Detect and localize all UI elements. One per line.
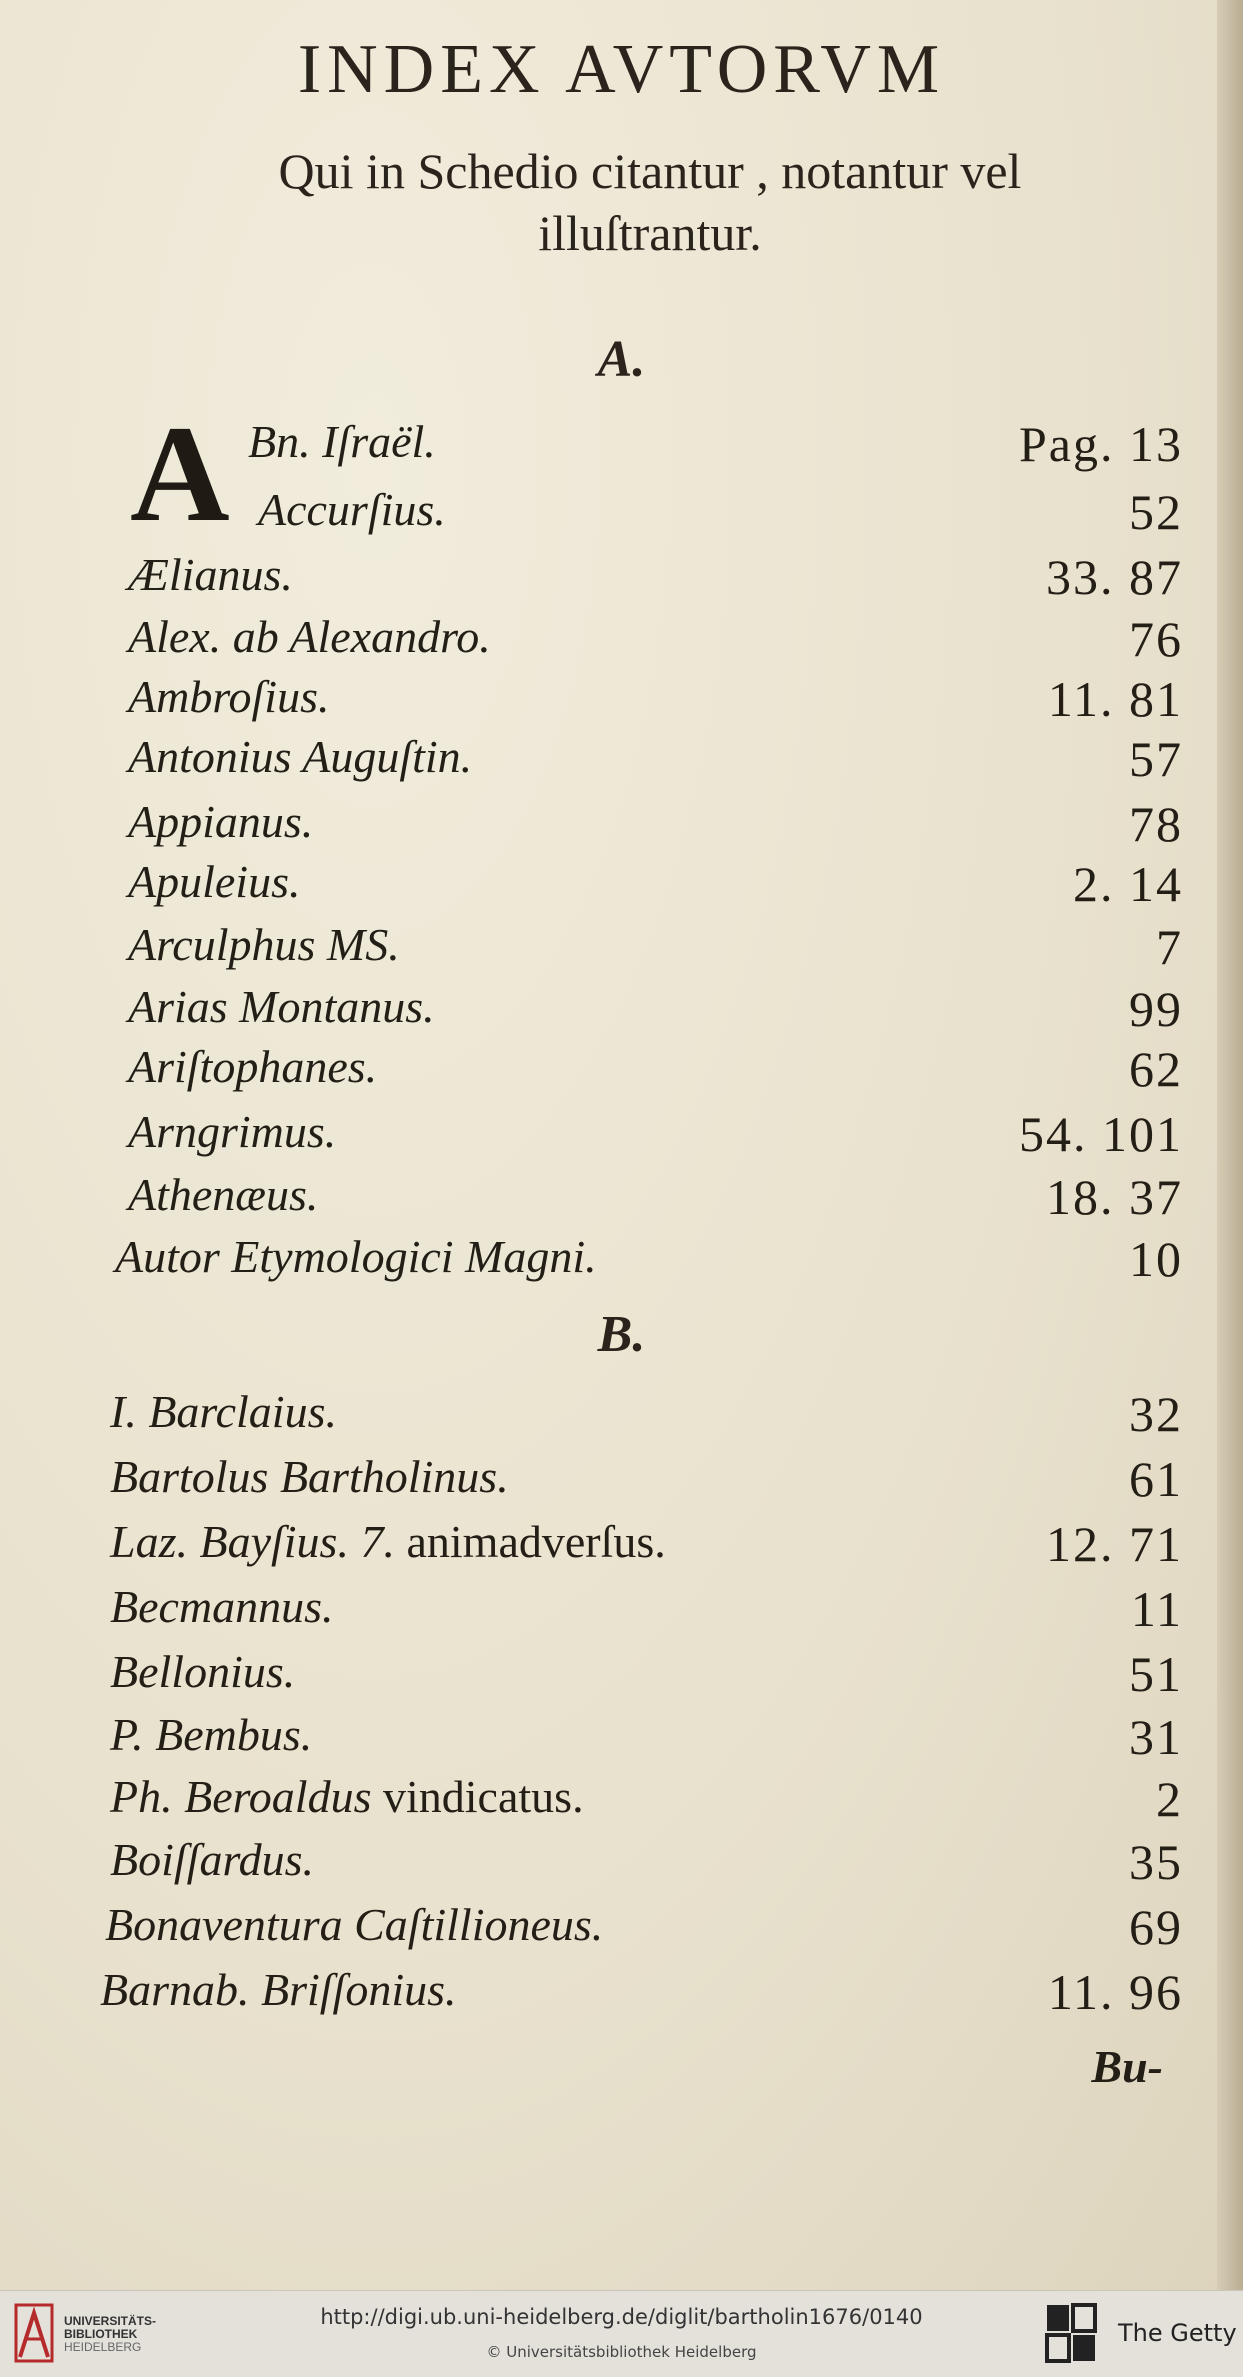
index-entry xyxy=(0,730,1243,790)
index-entry xyxy=(0,795,1243,855)
entry-name: P. Bembus. xyxy=(110,1709,313,1760)
entry-name: Bartolus Bartholinus. xyxy=(110,1451,509,1502)
entry-name: Arias Montanus. xyxy=(128,981,435,1032)
entry-name xyxy=(110,1770,584,1823)
viewer-footer xyxy=(0,2290,1243,2377)
index-entry xyxy=(0,1645,1243,1705)
entry-name: Arngrimus. xyxy=(128,1106,337,1157)
entry-page: 76 xyxy=(1129,611,1183,667)
index-entry xyxy=(0,1963,1243,2023)
entry-page: 69 xyxy=(1129,1899,1183,1955)
index-entry xyxy=(0,670,1243,730)
section-letter-b: B. xyxy=(597,1306,646,1363)
entry-name: Athenæus. xyxy=(128,1169,319,1220)
entry-name: Ambroſius. xyxy=(128,671,330,722)
entry-name: Becmannus. xyxy=(110,1581,334,1632)
index-entry xyxy=(0,855,1243,915)
index-entry xyxy=(0,1580,1243,1640)
subtitle-line-1: Qui in Schedio citantur , notantur vel xyxy=(278,143,1022,199)
library-name-line-3: HEIDELBERG xyxy=(64,2340,142,2354)
entry-page: 2 xyxy=(1156,1771,1183,1827)
entry-page: 18. 37 xyxy=(1046,1169,1183,1225)
entry-page: 78 xyxy=(1129,796,1183,852)
entry-page: 99 xyxy=(1129,981,1183,1037)
subtitle-line-2: illuſtrantur. xyxy=(538,205,762,261)
entry-name: Ælianus. xyxy=(128,549,293,600)
entry-name: Antonius Auguſtin. xyxy=(128,731,473,782)
entry-page: 57 xyxy=(1129,731,1183,787)
entry-page: 11. 81 xyxy=(1047,671,1183,727)
entry-name: I. Barclaius. xyxy=(110,1386,337,1437)
entry-name: Boiſſardus. xyxy=(110,1834,315,1885)
entry-name: Bonaventura Caſtillioneus. xyxy=(105,1899,604,1950)
entry-name xyxy=(110,1515,666,1568)
entry-page: 12. 71 xyxy=(1046,1516,1183,1572)
entry-page: 62 xyxy=(1129,1041,1183,1097)
entry-page: 61 xyxy=(1129,1451,1183,1507)
index-entry xyxy=(0,980,1243,1040)
entry-page: 54. 101 xyxy=(1019,1106,1183,1162)
index-entry xyxy=(0,1898,1243,1958)
drop-cap-letter: A xyxy=(130,397,230,550)
entry-page: 33. 87 xyxy=(1046,549,1183,605)
index-entry xyxy=(0,1385,1243,1445)
entry-name: Barnab. Briſſonius. xyxy=(100,1964,457,2015)
entry-page: Pag. 13 xyxy=(1019,416,1183,472)
copyright-notice: © Universitätsbibliothek Heidelberg xyxy=(486,2343,757,2361)
entry-name: Apuleius. xyxy=(128,856,301,907)
index-entry xyxy=(0,1450,1243,1510)
entry-name-italic: Ph. Beroaldus xyxy=(110,1771,372,1822)
index-entry xyxy=(0,1833,1243,1893)
index-entry xyxy=(0,1040,1243,1100)
page-subtitle xyxy=(150,140,1150,264)
entry-name-roman: animadverſus. xyxy=(394,1516,666,1567)
index-entry xyxy=(0,1168,1243,1228)
entry-page: 35 xyxy=(1129,1834,1183,1890)
library-name-line-1: UNIVERSITÄTS- xyxy=(64,2314,157,2328)
entry-name: Arculphus MS. xyxy=(128,919,400,970)
entry-name: Autor Etymologici Magni. xyxy=(115,1231,597,1282)
entry-name: Accurſius. xyxy=(258,484,446,535)
entry-name-roman: vindicatus. xyxy=(371,1771,584,1822)
index-entry xyxy=(0,483,1243,543)
index-entry xyxy=(0,1770,1243,1830)
index-entry xyxy=(0,1105,1243,1165)
index-entry xyxy=(0,415,1243,475)
entry-page: 7 xyxy=(1156,919,1183,975)
index-entry xyxy=(0,1230,1243,1290)
page-title: INDEX AVTORVM xyxy=(297,31,946,108)
entry-name: Ariſtophanes. xyxy=(128,1041,378,1092)
entry-page: 11. 96 xyxy=(1047,1964,1183,2020)
entry-page: 10 xyxy=(1129,1231,1183,1287)
index-entry xyxy=(0,918,1243,978)
entry-name: Bellonius. xyxy=(110,1646,296,1697)
entry-page: 31 xyxy=(1129,1709,1183,1765)
library-name-line-2: BIBLIOTHEK xyxy=(64,2327,138,2341)
index-entry xyxy=(0,548,1243,608)
index-entry xyxy=(0,610,1243,670)
entry-page: 32 xyxy=(1129,1386,1183,1442)
entry-page: 11 xyxy=(1130,1581,1183,1637)
index-entry xyxy=(0,1708,1243,1768)
section-letter-a: A. xyxy=(597,331,646,388)
entry-name-italic: Laz. Bayſius. 7. xyxy=(110,1516,395,1567)
catchword: Bu- xyxy=(1091,2041,1163,2092)
partner-name[interactable]: The Getty xyxy=(1118,2319,1237,2347)
entry-page: 2. 14 xyxy=(1073,856,1183,912)
entry-name: Alex. ab Alexandro. xyxy=(128,611,491,662)
permalink-url[interactable]: http://digi.ub.uni-heidelberg.de/diglit/bartholin1676/0140 xyxy=(320,2305,923,2329)
index-entry xyxy=(0,1515,1243,1575)
entry-name: Appianus. xyxy=(128,796,314,847)
entry-page: 52 xyxy=(1129,484,1183,540)
getty-logo-icon xyxy=(1045,2303,1099,2365)
entry-name: Bn. Iſraël. xyxy=(248,416,436,467)
entry-page: 51 xyxy=(1129,1646,1183,1702)
